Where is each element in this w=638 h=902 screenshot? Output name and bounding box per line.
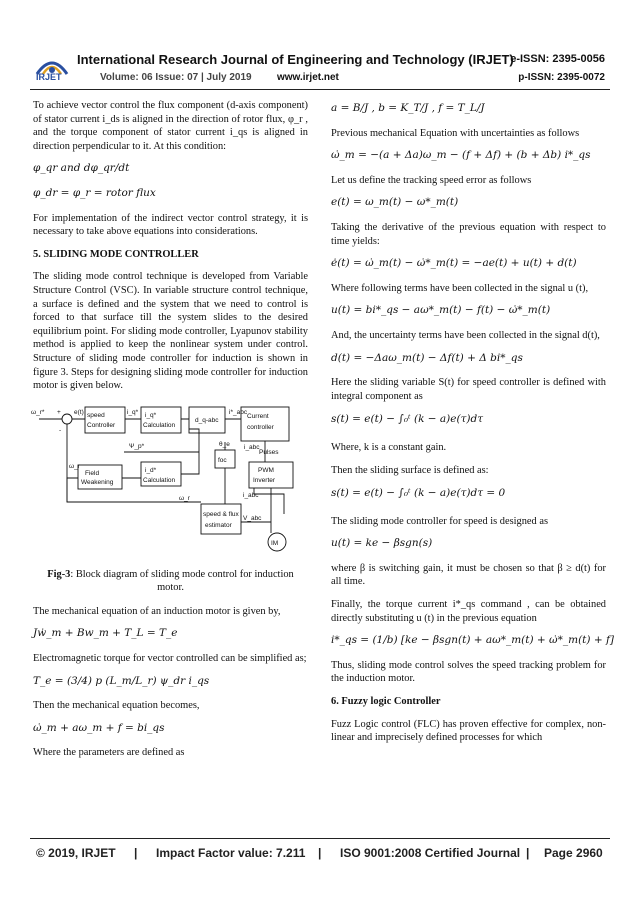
- equation: e(t) = ω_m(t) − ω*_m(t): [331, 196, 459, 209]
- svg-text:i*_abc: i*_abc: [229, 408, 248, 416]
- eissn: e-ISSN: 2395-0056: [510, 53, 605, 65]
- equation: ω̇_m = −(a + Δa)ω_m − (f + Δf) + (b + Δb) i*_qs: [331, 149, 591, 162]
- paragraph: Thus, sliding mode control solves the speed tracking problem for the induction motor.: [331, 659, 606, 685]
- speed-controller-label: speed: [87, 411, 105, 419]
- equation: a = B/J , b = K_T/J , f = T_L/J: [331, 102, 485, 114]
- svg-text:Controller: Controller: [87, 421, 116, 429]
- svg-text:Current: Current: [247, 412, 269, 420]
- paragraph: Where, k is a constant gain.: [331, 441, 447, 453]
- svg-text:i_q*: i_q*: [145, 411, 157, 419]
- paragraph: Let us define the tracking speed error as follows: [331, 174, 532, 186]
- svg-text:V_abc: V_abc: [243, 514, 262, 522]
- paragraph: For implementation of the indirect vector control strategy, it is necessary to take above equations into considerations.: [33, 212, 308, 238]
- figure-label: Fig-3: [47, 568, 71, 580]
- paragraph: Where the parameters are defined as: [33, 747, 185, 759]
- footer-separator: |: [134, 846, 138, 860]
- svg-text:foc: foc: [218, 456, 227, 464]
- journal-title: International Research Journal of Engineering and Technology (IRJET): [77, 52, 514, 67]
- equation: ω̇_m + aω_m + f = bi_qs: [33, 721, 165, 734]
- svg-text:PWM: PWM: [258, 466, 274, 474]
- svg-text:i_abc: i_abc: [244, 443, 260, 451]
- footer-rule: [30, 838, 610, 839]
- svg-text:controller: controller: [247, 423, 274, 431]
- copyright: © 2019, IRJET: [36, 846, 116, 860]
- paragraph: where β is switching gain, it must be chosen so that β ≥ d(t) for all time.: [331, 562, 606, 588]
- svg-text:estimator: estimator: [205, 521, 232, 529]
- svg-text:i_abc: i_abc: [243, 491, 259, 499]
- svg-text:Inverter: Inverter: [253, 476, 276, 484]
- svg-text:Pulses: Pulses: [259, 448, 279, 456]
- volume-issue: Volume: 06 Issue: 07 | July 2019: [100, 72, 252, 83]
- equation: u(t) = bi*_qs − aω*_m(t) − f(t) − ω̇*_m(t): [331, 304, 551, 317]
- pissn: p-ISSN: 2395-0072: [518, 72, 605, 83]
- footer-separator: |: [526, 846, 530, 860]
- svg-text:+: +: [57, 408, 61, 416]
- paragraph: Here the sliding variable S(t) for speed controller is defined with integral component as: [331, 377, 606, 402]
- paragraph: Where following terms have been collected in the signal u (t),: [331, 282, 589, 294]
- section-heading: 6. Fuzzy logic Controller: [331, 696, 441, 708]
- paragraph: And, the uncertainty terms have been collected in the signal d(t),: [331, 329, 600, 341]
- right-column: [331, 99, 614, 754]
- svg-text:speed & flux: speed & flux: [203, 510, 239, 518]
- svg-text:IM: IM: [271, 539, 279, 547]
- equation: T_e = (3/4) p (L_m/L_r) ψ_dr i_qs: [33, 674, 210, 687]
- paragraph: Then the mechanical equation becomes,: [33, 700, 200, 712]
- svg-text:Calculation: Calculation: [143, 476, 176, 484]
- page-number: Page 2960: [544, 846, 603, 860]
- svg-text:i_q*: i_q*: [127, 408, 139, 416]
- equation: φ_qr and dφ_qr/dt: [33, 162, 130, 175]
- footer-separator: |: [318, 846, 322, 860]
- equation: s(t) = e(t) − ∫₀ᵗ (k − a)e(τ)dτ: [331, 413, 484, 426]
- equation: ė(t) = ω̇_m(t) − ω̇*_m(t) = −ae(t) + u(t) + d(t): [331, 257, 577, 270]
- logo-text: IRJET: [36, 72, 62, 82]
- iso-certification: ISO 9001:2008 Certified Journal: [340, 846, 521, 860]
- impact-factor: Impact Factor value: 7.211: [156, 846, 306, 860]
- svg-text:ω_r*: ω_r*: [31, 408, 45, 416]
- svg-text:Ψ_p*: Ψ_p*: [129, 442, 145, 450]
- paragraph: Previous mechanical Equation with uncertainties as follows: [331, 127, 580, 139]
- page-header: [0, 0, 638, 92]
- paragraph: The sliding mode control technique is developed from Variable Structure Control (VSC). In variable structure control technique, a surface is defined and the system that we need to control is forced to that surface till the system slides to the desired equilibrium point. For sliding mode controller, Lyapunov stability method is applied to keep the nonlinear system under control. Structure of sliding mode controller for induction is shown in figure 3. Steps for designing sliding mode controller for induction motor is given below.: [33, 271, 308, 392]
- equation: d(t) = −Δaω_m(t) − Δf(t) + Δ bi*_qs: [331, 351, 523, 364]
- paragraph: To achieve vector control the flux component (d-axis component) of stator current i_ds is aligned in the direction of rotor flux, φ_r , and the torque component of stator current i_qs is aligned in direction perpendicular to it. At this condition:: [33, 100, 308, 152]
- svg-text:e(t): e(t): [74, 408, 84, 416]
- header-rule: [30, 89, 610, 90]
- equation: s(t) = e(t) − ∫₀ᵗ (k − a)e(τ)dτ = 0: [331, 487, 506, 500]
- paragraph: Electromagnetic torque for vector controlled can be simplified as;: [33, 653, 307, 665]
- svg-text:Field: Field: [85, 469, 100, 477]
- paragraph: Finally, the torque current i*_qs command , can be obtained directly substituting u (t) in the previous equation: [331, 599, 606, 624]
- paragraph: Then the sliding surface is defined as:: [331, 464, 489, 476]
- equation: φ_dr = φ_r = rotor flux: [33, 186, 156, 199]
- svg-text:i_d*: i_d*: [145, 466, 157, 474]
- svg-text:Weakening: Weakening: [81, 478, 114, 486]
- paragraph: Taking the derivative of the previous equation with respect to time yields:: [331, 221, 606, 247]
- svg-text:θ_e: θ_e: [219, 440, 230, 448]
- figure-caption: [33, 568, 308, 595]
- caption-text: : Block diagram of sliding mode control for induction motor.: [70, 568, 294, 594]
- svg-text:ω_r: ω_r: [179, 494, 190, 502]
- svg-text:Calculation: Calculation: [143, 421, 176, 429]
- svg-text:d_q-abc: d_q-abc: [195, 416, 219, 424]
- left-column: [33, 99, 308, 769]
- website: www.irjet.net: [277, 72, 339, 83]
- equation: u(t) = ke − βsgn(s): [331, 537, 433, 550]
- svg-text:ω_r: ω_r: [69, 462, 80, 470]
- svg-text:-: -: [59, 426, 62, 434]
- paragraph: Fuzz Logic control (FLC) has proven effective for complex, non-linear and imprecisely defined processes for which: [331, 718, 606, 744]
- paragraph: The sliding mode controller for speed is designed as: [331, 515, 548, 527]
- equation: Jẇ_m + Bw_m + T_L = T_e: [33, 627, 178, 640]
- equation: i*_qs = (1/b) [ke − βsgn(t) + aω*_m(t) + ω̇*_m(t) + f]: [331, 634, 614, 647]
- block-diagram: [29, 402, 309, 562]
- paragraph: The mechanical equation of an induction motor is given by,: [33, 605, 281, 617]
- section-heading: 5. SLIDING MODE CONTROLLER: [33, 248, 199, 260]
